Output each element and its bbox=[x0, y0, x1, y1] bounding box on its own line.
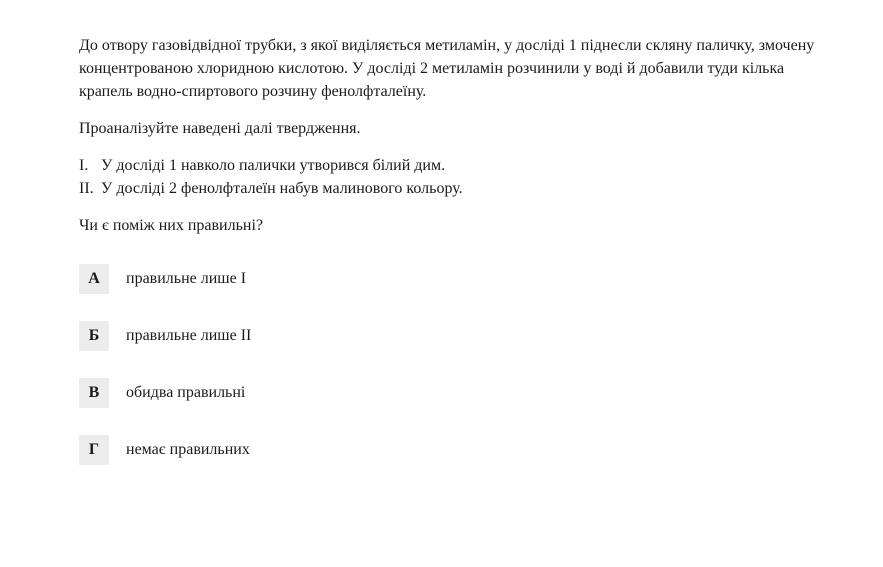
option-letter: Б bbox=[79, 321, 109, 351]
option-text: немає правильних bbox=[126, 441, 250, 458]
answer-option-v[interactable] bbox=[79, 378, 824, 408]
question-block bbox=[79, 34, 824, 492]
answer-option-b[interactable] bbox=[79, 321, 824, 351]
answer-option-a[interactable] bbox=[79, 264, 824, 294]
option-text: правильне лише II bbox=[126, 327, 252, 344]
statement-item bbox=[79, 177, 824, 200]
statements-list bbox=[79, 154, 824, 200]
question-ask: Чи є поміж них правильні? bbox=[79, 217, 264, 234]
statement-text: У досліді 2 фенолфталеїн набув малинового кольору. bbox=[101, 180, 463, 197]
statement-number: I. bbox=[79, 157, 89, 174]
option-letter: А bbox=[79, 264, 109, 294]
option-text: обидва правильні bbox=[126, 384, 246, 401]
option-text: правильне лише I bbox=[126, 270, 247, 287]
statement-number: II. bbox=[79, 180, 94, 197]
statement-text: У досліді 1 навколо палички утворився білий дим. bbox=[101, 157, 446, 174]
question-intro: До отвору газовідвідної трубки, з якої виділяється метиламін, у досліді 1 піднесли скляну паличку, змочену концентрованою хлоридною кислотою. У досліді 2 метиламін розчинили у воді й добавили туди кілька крапель водно-спиртового розчину фенолфталеїну. bbox=[79, 37, 815, 100]
statement-item bbox=[79, 154, 824, 177]
option-letter: Г bbox=[79, 435, 109, 465]
option-letter: В bbox=[79, 378, 109, 408]
answer-options bbox=[79, 264, 824, 465]
question-prompt: Проаналізуйте наведені далі твердження. bbox=[79, 120, 361, 137]
answer-option-h[interactable] bbox=[79, 435, 824, 465]
